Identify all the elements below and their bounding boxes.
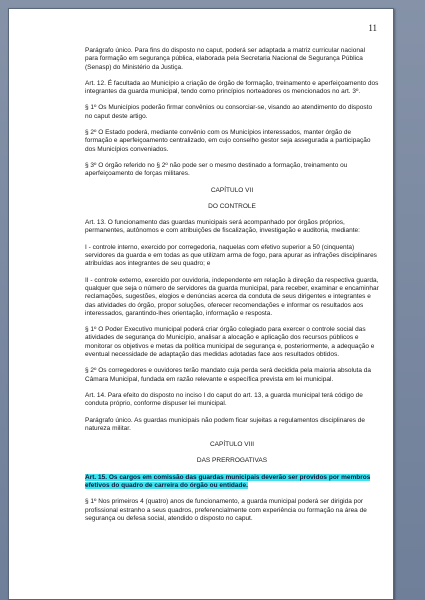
- paragraph: Art. 14. Para efeito do disposto no inciso I do caput do art. 13, a guarda municipal terá código de conduta próprio, conforme dispuser lei municipal.: [85, 391, 363, 408]
- chapter-title: DO CONTROLE: [208, 202, 256, 210]
- paragraph: § 2º O Estado poderá, mediante convênio com os Municípios interessados, manter órgão de formação e aperfeiçoamento centralizado, em cujo conselho gestor seja assegurada a participação dos Municípios conveniados.: [85, 129, 371, 153]
- paragraph: § 1º Os Municípios poderão firmar convênios ou consorciar-se, visando ao atendimento do disposto no caput deste artigo.: [85, 104, 373, 120]
- page-number: 11: [368, 23, 377, 33]
- paragraph: § 3º O órgão referido no § 2º não pode ser o mesmo destinado a formação, treinamento ou aperfeiçoamento de forças militares.: [85, 161, 348, 178]
- paragraph: II - controle externo, exercido por ouvidoria, independente em relação à direção da respectiva guarda, qualquer que seja o número de servidores da guarda municipal, para receber, examinar e encaminhar reclamações, sugestões, elogios e denúncias acerca da conduta de seus dirigentes e integrantes e das atividades do órgão, propor soluções, oferecer recomendações e informar os resultados aos interessados, garantindo-lhes orientação, informação e resposta.: [85, 276, 379, 317]
- paragraph: Art. 13. O funcionamento das guardas municipais será acompanhado por órgãos próprios, permanentes, autônomos e com atribuições de fiscalização, investigação e auditoria, mediante:: [85, 219, 360, 235]
- highlighted-paragraph: [85, 474, 379, 491]
- paragraph: Parágrafo único. As guardas municipais não podem ficar sujeitas a regulamentos disciplinares de natureza militar.: [85, 416, 366, 432]
- paragraph: Art. 12. É facultada ao Município a criação de órgão de formação, treinamento e aperfeiçoamento dos integrantes da guarda municipal, tendo como princípios norteadores os mencionados no art. 3º.: [85, 79, 379, 96]
- document-page: [8, 8, 394, 600]
- text-highlight: Art. 15. Os cargos em comissão das guardas municipais deverão ser providos por membros efetivos do quadro de carreira do órgão ou entidade.: [85, 473, 371, 489]
- chapter-heading: CAPÍTULO VII: [210, 186, 254, 194]
- paragraph: Parágrafo único. Para fins do disposto no caput, poderá ser adaptada a matriz curricular nacional para formação em segurança pública, elaborada pela Secretaria Nacional de Segurança Pública (Senasp) do Ministério da Justiça.: [85, 47, 366, 71]
- page-content: [85, 47, 379, 531]
- paragraph: § 2º Os corregedores e ouvidores terão mandato cuja perda será decidida pela maioria absoluta da Câmara Municipal, fundada em razão relevante e específica prevista em lei municipal.: [85, 367, 372, 383]
- chapter-title: DAS PRERROGATIVAS: [196, 457, 268, 465]
- chapter-heading: CAPÍTULO VIII: [209, 441, 255, 449]
- paragraph: § 1º Nos primeiros 4 (quatro) anos de funcionamento, a guarda municipal poderá ser dirigida por profissional estranho a seus quadros, preferencialmente com experiência ou formação na área de segurança ou defesa social, atendido o disposto no caput.: [85, 498, 367, 522]
- paragraph: § 1º O Poder Executivo municipal poderá criar órgão colegiado para exercer o controle social das atividades de segurança do Município, analisar a alocação e aplicação dos recursos públicos e monitorar os objetivos e metas da política municipal de segurança e, posteriormente, a adequação e eventual necessidade de adaptação das medidas adotadas face aos resultados obtidos.: [85, 326, 375, 359]
- paragraph: I - controle interno, exercido por corregedoria, naquelas com efetivo superior a 50 (cinquenta) servidores da guarda e em todas as que utilizam arma de fogo, para apurar as infrações disciplinares atribuídas aos integrantes de seu quadro; e: [85, 243, 377, 268]
